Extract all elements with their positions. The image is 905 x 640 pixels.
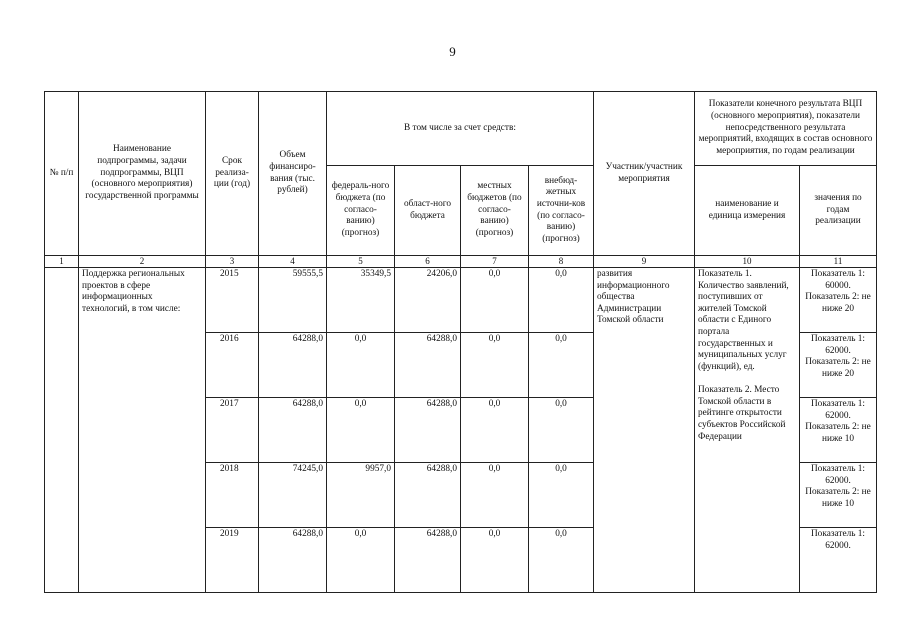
header-funding-group: В том числе за счет средств:	[327, 92, 594, 166]
column-number-row	[45, 256, 877, 268]
column-number: 3	[206, 256, 259, 268]
year-cell: 2018	[206, 463, 259, 528]
total-cell: 64288,0	[259, 333, 327, 398]
column-number: 1	[45, 256, 79, 268]
year-cell: 2015	[206, 268, 259, 333]
column-number: 6	[395, 256, 461, 268]
year-cell: 2016	[206, 333, 259, 398]
total-cell: 59555,5	[259, 268, 327, 333]
total-cell: 64288,0	[259, 398, 327, 463]
header-indicators-group: Показатели конечного результата ВЦП (основного мероприятия), показатели непосредственного результата мероприятий, входящих в состав основного мероприятия, по годам реализации	[695, 92, 877, 166]
header-col-1: № п/п	[45, 92, 79, 256]
column-number: 2	[79, 256, 206, 268]
total-cell: 64288,0	[259, 528, 327, 593]
header-col-2: Наименование подпрограммы, задачи подпрограммы, ВЦП (основного мероприятия) государственной программы	[79, 92, 206, 256]
header-col-8: внебюд-жетных источни-ков (по согласо-ванию) (прогноз)	[529, 166, 594, 256]
indicator-values-cell: Показатель 1: 62000. Показатель 2: не ниже 10	[800, 398, 877, 463]
column-number: 5	[327, 256, 395, 268]
page-number: 9	[449, 44, 456, 59]
header-col-3: Срок реализа-ции (год)	[206, 92, 259, 256]
total-cell: 74245,0	[259, 463, 327, 528]
subprogram-name: Поддержка региональных проектов в сфере информационных технологий, в том числе:	[79, 268, 206, 593]
regional-cell: 64288,0	[395, 463, 461, 528]
extra-cell: 0,0	[529, 268, 594, 333]
participant-cell: развития информационного общества Администрации Томской области	[594, 268, 695, 593]
program-table	[44, 91, 877, 593]
header-col-11: значения по годам реализации	[800, 166, 877, 256]
local-cell: 0,0	[461, 463, 529, 528]
column-number: 8	[529, 256, 594, 268]
regional-cell: 64288,0	[395, 528, 461, 593]
local-cell: 0,0	[461, 333, 529, 398]
local-cell: 0,0	[461, 528, 529, 593]
column-number: 7	[461, 256, 529, 268]
extra-cell: 0,0	[529, 463, 594, 528]
header-col-7: местных бюджетов (по согласо-ванию) (прогноз)	[461, 166, 529, 256]
header-col-4: Объем финансиро-вания (тыс. рублей)	[259, 92, 327, 256]
federal-cell: 0,0	[327, 398, 395, 463]
indicator-values-cell: Показатель 1: 62000. Показатель 2: не ниже 20	[800, 333, 877, 398]
federal-cell: 35349,5	[327, 268, 395, 333]
year-cell: 2017	[206, 398, 259, 463]
local-cell: 0,0	[461, 398, 529, 463]
column-number: 9	[594, 256, 695, 268]
local-cell: 0,0	[461, 268, 529, 333]
header-col-6: област-ного бюджета	[395, 166, 461, 256]
indicator-names-cell: Показатель 1. Количество заявлений, поступивших от жителей Томской области с Единого портала государственных и муниципальных услуг (функций), ед. Показатель 2. Место Томской области в рейтинге открытости субъектов Российской Федерации	[695, 268, 800, 593]
indicator-values-cell: Показатель 1: 62000. Показатель 2: не ниже 10	[800, 463, 877, 528]
indicator-values-cell: Показатель 1: 60000. Показатель 2: не ниже 20	[800, 268, 877, 333]
table-row	[45, 268, 877, 333]
regional-cell: 64288,0	[395, 398, 461, 463]
indicator-values-cell: Показатель 1: 62000.	[800, 528, 877, 593]
column-number: 4	[259, 256, 327, 268]
extra-cell: 0,0	[529, 528, 594, 593]
extra-cell: 0,0	[529, 333, 594, 398]
header-col-10: наименование и единица измерения	[695, 166, 800, 256]
column-number: 10	[695, 256, 800, 268]
federal-cell: 0,0	[327, 528, 395, 593]
regional-cell: 64288,0	[395, 333, 461, 398]
header-col-5: федераль-ного бюджета (по согласо-ванию) (прогноз)	[327, 166, 395, 256]
federal-cell: 9957,0	[327, 463, 395, 528]
year-cell: 2019	[206, 528, 259, 593]
extra-cell: 0,0	[529, 398, 594, 463]
header-col-9: Участник/участник мероприятия	[594, 92, 695, 256]
row-number-cell	[45, 268, 79, 593]
regional-cell: 24206,0	[395, 268, 461, 333]
column-number: 11	[800, 256, 877, 268]
federal-cell: 0,0	[327, 333, 395, 398]
